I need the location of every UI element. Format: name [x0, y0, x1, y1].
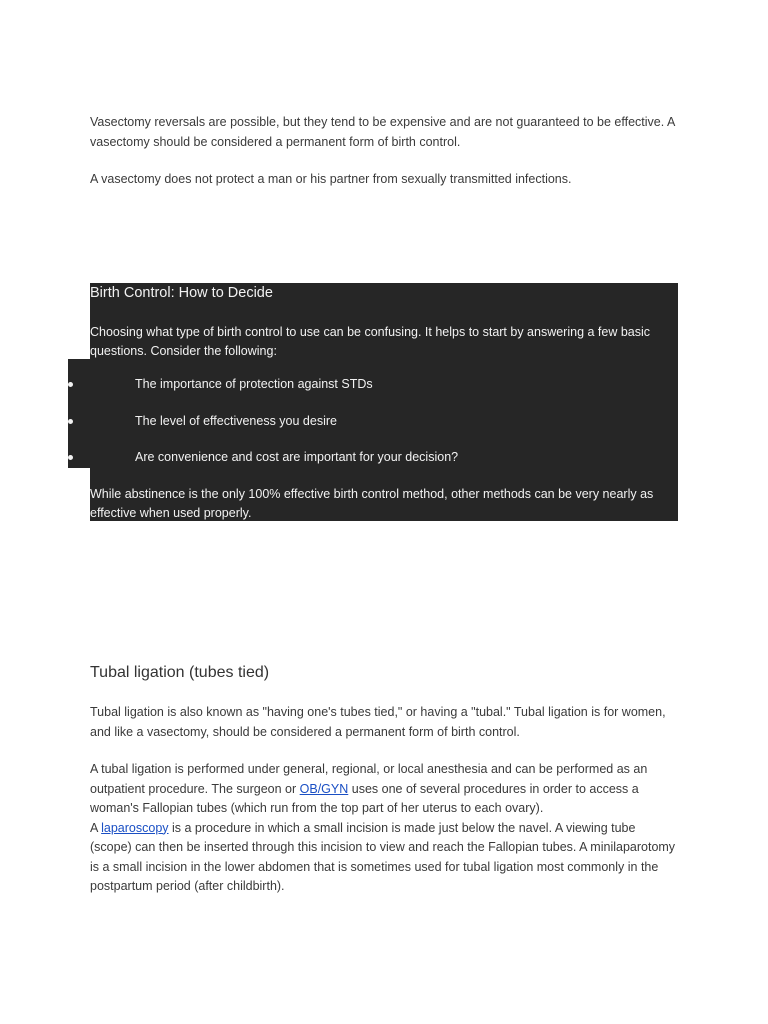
bullet-dot-icon: [68, 455, 73, 460]
tubal-ligation-intro-paragraph: Tubal ligation is also known as "having one's tubes tied," or having a "tubal." Tubal ligation is for women, and like a vasectomy, should be considered a permanent form of birth control.: [90, 705, 666, 739]
laparoscopy-text-before: A: [90, 820, 102, 835]
list-item: The importance of protection against STDs: [135, 377, 373, 391]
callout-outro: While abstinence is the only 100% effective birth control method, other methods can be very nearly as effective when used properly.: [90, 487, 654, 520]
callout-title: Birth Control: How to Decide: [90, 285, 273, 301]
tubal-ligation-heading: Tubal ligation (tubes tied): [90, 664, 270, 681]
list-item: Are convenience and cost are important for your decision?: [135, 450, 459, 464]
callout-intro: Choosing what type of birth control to use can be confusing. It helps to start by answering a few basic questions. Consider the following:: [90, 325, 651, 358]
obgyn-link[interactable]: OB/GYN: [299, 781, 349, 796]
bullet-dot-icon: [68, 419, 73, 424]
list-item: The level of effectiveness you desire: [135, 414, 337, 428]
bullet-dot-icon: [68, 382, 73, 387]
callout-bullet-gutter: [68, 359, 90, 468]
laparoscopy-text-after: is a procedure in which a small incision is made just below the navel. A viewing tube (scope) can then be inserted through this incision to view and reach the Fallopian tubes. A minilaparotomy is a small incision in the lower abdomen that is sometimes used for tubal ligation most commonly in the postpartum period (after childbirth).: [90, 820, 676, 893]
laparoscopy-link[interactable]: laparoscopy: [101, 820, 169, 835]
procedure-text-after: uses one of several procedures in order to access a woman's Fallopian tubes (which run from the top part of her uterus to each ovary).: [90, 781, 639, 815]
vasectomy-sti-paragraph: A vasectomy does not protect a man or his partner from sexually transmitted infections.: [90, 172, 572, 186]
vasectomy-reversal-paragraph: Vasectomy reversals are possible, but they tend to be expensive and are not guaranteed to be effective. A vasectomy should be considered a permanent form of birth control.: [90, 115, 675, 149]
procedure-text-before: A tubal ligation is performed under general, regional, or local anesthesia and can be performed as an outpatient procedure. The surgeon or: [90, 762, 648, 796]
tubal-ligation-procedure-paragraph: [90, 760, 680, 897]
